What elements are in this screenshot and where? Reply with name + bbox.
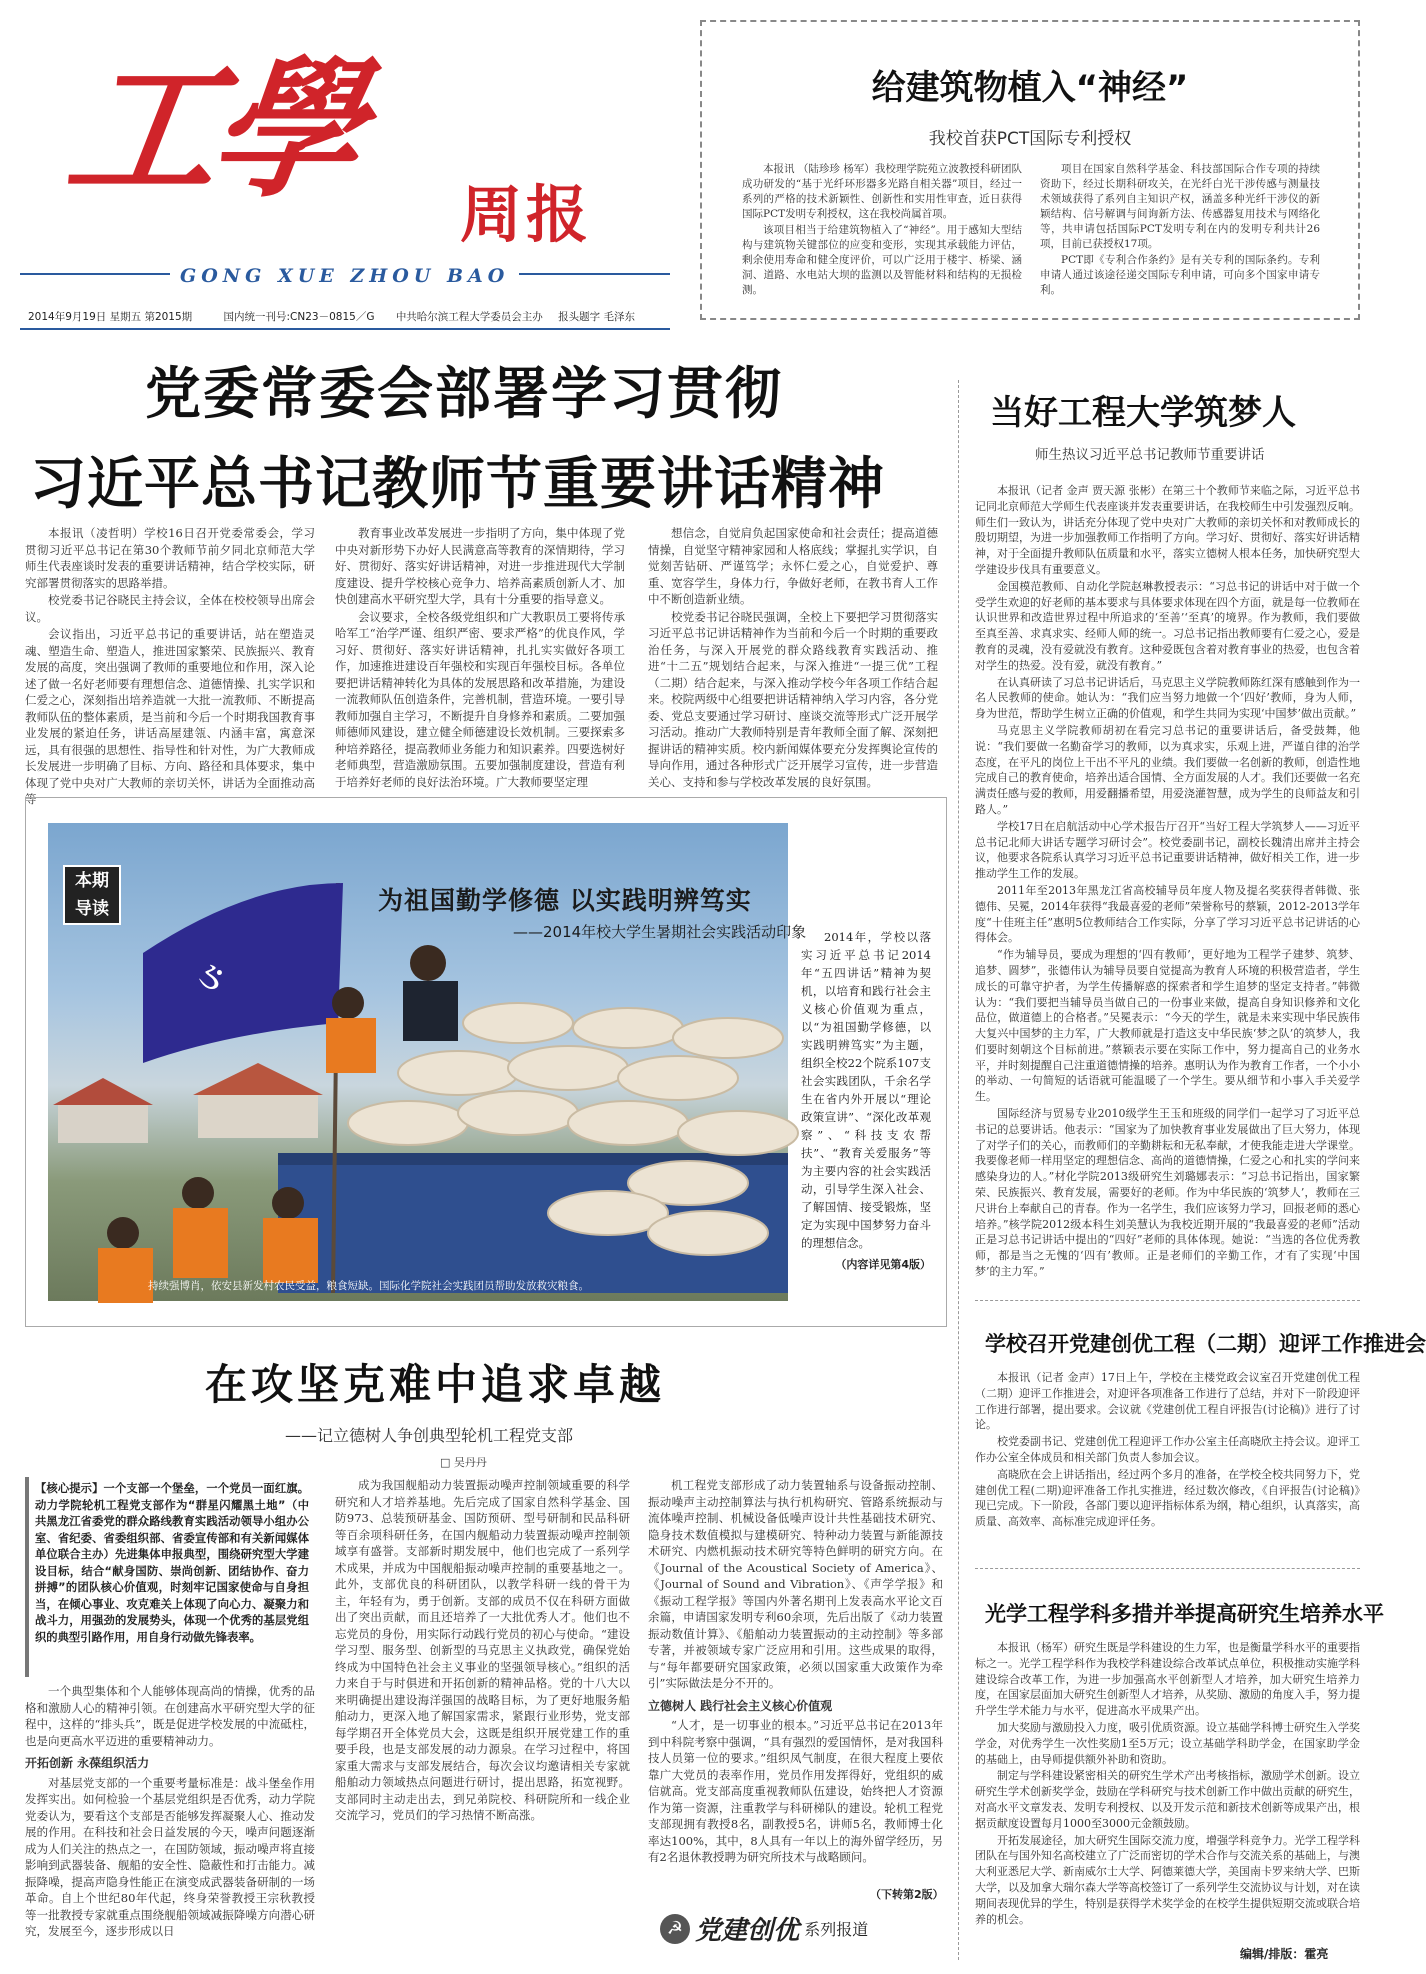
- bottom-left-subtitle: ——记立德树人争创典型轮机工程党支部: [285, 1426, 574, 1445]
- paragraph: 本报讯（记者 金声）17日上午，学校在主楼党政会议室召开党建创优工程（二期）迎评工作推进会，对迎评各项准备工作进行了总结，并对下一阶段迎评工作进行部署，提出要求。会议就《党建创优工程自评报告(讨论稿)》进行了讨论。: [975, 1371, 1360, 1432]
- bottom-left-col1: [25, 1683, 315, 1963]
- continued-note: （下转第2版）: [870, 1888, 944, 1901]
- feature-badge-bottom: 导读: [75, 899, 109, 919]
- paragraph: 项目在国家自然科学基金、科技部国际合作专项的持续资助下，经过长期科研攻关，在光纤白光干涉传感与测量技术领域获得了系列自主知识产权，涵盖多种光纤干涉仪的新颖结构、信号解调与间询新方法、传感器复用技术与网络化等，共申请包括国际PCT发明专利在内的发明专利共计26项，目前已获授权17项。: [1040, 163, 1320, 250]
- masthead-rule-bottom: [20, 328, 670, 330]
- feature-photo: [48, 823, 807, 1301]
- right-col-title: 当好工程大学筑梦人: [990, 393, 1296, 433]
- lead-col2: [335, 525, 625, 790]
- calligraphy-credit: 报头题字 毛泽东: [558, 311, 635, 323]
- bottom-left-col3: [648, 1477, 943, 1882]
- column-separator: [958, 380, 959, 1960]
- party-emblem-icon: ☭: [660, 1914, 690, 1944]
- series-label: [660, 1910, 868, 1947]
- paragraph: 教育事业改革发展进一步指明了方向，集中体现了党中央对新形势下办好人民满意高等教育的深情期待，学习好、贯彻好、落实好讲话精神，对进一步推进现代大学制度建设、提升学校核心竞争力、培养高素质创新人才、加快创建高水平研究型大学，具有十分重要的指导意义。: [335, 526, 625, 606]
- paragraph: 金国模范教师、自动化学院赵琳教授表示：“习总书记的讲话中对于做一个受学生欢迎的好老师的基本要求与具体要求体现在四个方面，就是每一位教师在认识世界和改造世界过程中所追求的‘至善’‘至真’的境界。作为教师，我们要做至真至善、求真求实、经师人师的统一。习总书记指出教师要有仁爱之心，爱是教育的灵魂，没有爱就没有教育。这种爱既包含着对教育事业的热爱，也包含着对学生的热爱。没有爱，就没有教育。”: [975, 579, 1360, 672]
- masthead-pinyin: GONG XUE ZHOU BAO: [170, 265, 519, 287]
- editor-credit: 编辑/排版：霍亮: [1240, 1947, 1329, 1961]
- bottom-left-author: □ 吴丹丹: [440, 1456, 487, 1469]
- section-title-2: 立德树人 践行社会主义核心价值观: [648, 1698, 833, 1713]
- paragraph: 本报讯（记者 金声 贾天源 张彬）在第三十个教师节来临之际，习近平总书记同北京师范大学师生代表座谈并发表重要讲话，在我校师生中引发强烈反响。师生们一致认为，讲话充分体现了党中央对广大教师的亲切关怀和对教师成长的殷切期望，为进一步加强教师工作指明了方向。学习好、贯彻好、落实好讲话精神，对于全面提升教师队伍质量和水平，落实立德树人根本任务，加快研究型大学建设步伐具有重要意义。: [975, 484, 1360, 576]
- paragraph: 校党委书记谷晓民主持会议，全体在校校领导出席会议。: [25, 593, 315, 624]
- masthead-logo: 工學: [57, 42, 367, 218]
- section-title-1: 开拓创新 永葆组织活力: [25, 1756, 150, 1770]
- paragraph: 该项目相当于给建筑物植入了“神经”。用于感知大型结构与建筑物关键部位的应变和变形，实现其承载能力评估，剩余使用寿命和健全度评价，可以广泛用于楼宇、桥梁、涵洞、道路、水电站大坝的监测以及智能材料和结构的无损检测。: [742, 224, 1022, 296]
- paragraph: PCT即《专利合作条约》是有关专利的国际条约。专利申请人通过该途径递交国际专利申请，可向多个国家申请专利。: [1040, 254, 1320, 296]
- feature-caption: 持续强博肖，依安县新发村农民受益，粮食短缺。国际化学院社会实践团员帮助发放救灾粮食。: [148, 1280, 589, 1292]
- feature-flag-text: ઙ: [198, 953, 224, 999]
- top-right-title: 给建筑物植入“神经”: [871, 68, 1189, 108]
- right-col-subtitle: 师生热议习近平总书记教师节重要讲话: [1035, 447, 1265, 463]
- paragraph: 马克思主义学院教师胡初在看完习总书记的重要讲话后，备受鼓舞，他说：“我们要做一名勤奋学习的教师，以为真求实，乐观上进，严谨自律的治学态度，在平凡的岗位上干出不平凡的业绩。我们要做一名创新的教师，创造性地完成自己的教育使命，培养出适合国情、全方面发展的人才。我们还要做一名充满责任感与爱的教师，用爱翻播希望，用爱浇灌智慧，成为学生的良师益友和引路人。”: [975, 723, 1360, 816]
- paragraph: 加大奖励与激励投入力度，吸引优质资源。设立基础学科博士研究生入学奖学金，对优秀学生一次性奖励1至5万元；设立基础学科助学金，在国家助学金的基础上，由导师提供额外补助和资助。: [975, 1720, 1360, 1766]
- paragraph: 想信念，自觉肩负起国家使命和社会责任；提高道德情操，自觉坚守精神家园和人格底线；掌握扎实学识，自觉刻苦钻研、严谨笃学；永怀仁爱之心，自觉爱护、尊重、宽容学生，身体力行，争做好老师，在教书育人工作中不断创造新业绩。: [648, 526, 938, 606]
- paragraph: 一个典型集体和个人能够体现高尚的情操，优秀的品格和激励人心的精神引领。在创建高水平研究型大学的征程中，这样的“排头兵”，既是促进学校发展的中流砥柱，也是向更高水平迈进的重要精神动力。: [25, 1684, 315, 1748]
- feature-body: [801, 928, 931, 1274]
- right-bottom1-divider: [975, 1300, 1360, 1301]
- issue-date: 2014年9月19日 星期五 第2015期: [28, 311, 193, 323]
- paragraph: 高晓欣在会上讲话指出，经过两个多月的准备，在学校全校共同努力下，党建创优工程(二期)迎评准备工作扎实推进，经过数次修改，《自评报告(讨论稿)》现已完成。下一阶段，各部门要以迎评指标体系为纲，精心组织，认真落实，高质量、高效率、高标准完成迎评任务。: [975, 1467, 1360, 1529]
- masthead: [20, 30, 690, 330]
- paragraph: 机工程党支部形成了动力装置轴系与设备振动控制、振动噪声主动控制算法与执行机构研究、管路系统振动与流体噪声控制、机械设备低噪声设计共性基础技术研究、隐身技术数值模拟与建模研究、特种动力装置与新能源技术研究、内燃机振动技术研究等特色鲜明的研究方向。在《Journal of the Acoustical Society of America》、《Journal of Sound and Vibration》、《声学学报》和《振动工程学报》等国内外著名期刊上发表高水平论文百余篇，申请国家发明专利60余项，先后出版了《动力装置振动数值计算》、《船舶动力装置振动的主动控制》等多部专著，并被领域专家广泛应用和引用。这些成果的取得，与“每年都要研究国家政策，必须以国家重大政策作为牵引”实际做法是分不开的。: [648, 1478, 943, 1690]
- right-bottom1-body: [975, 1370, 1360, 1529]
- paragraph: 本报讯 （陆珍珍 杨军）我校理学院苑立波教授科研团队成功研发的“基于光纤环形器多光路自相关器”项目，经过一系列的严格的技术新颖性、创新性和实用性审查，近日获得国际PCT发明专利授权，这在我校尚属首项。: [742, 163, 1022, 220]
- bottom-left-title: 在攻坚克难中追求卓越: [205, 1360, 666, 1409]
- series-label-suffix: 系列报道: [804, 1920, 869, 1939]
- masthead-info: [28, 309, 635, 324]
- top-right-story: [700, 20, 1360, 320]
- paragraph: 制定与学科建设紧密相关的研究生学术产出考核指标，激励学术创新。设立研究生学术创新奖学金，鼓励在学科研究与技术创新工作中做出贡献的研究生，对高水平文章发表、发明专利授权、以及开发示范和新技术创新等成果产出，根据贡献度设置每月1000至3000元金额鼓励。: [975, 1769, 1360, 1830]
- top-right-body-col2: [1040, 162, 1320, 312]
- key-hint-text: 【核心提示】一个支部一个堡垒，一个党员一面红旗。动力学院轮机工程党支部作为“群星闪耀黑土地”（中共黑龙江省委党的群众路线教育实践活动领导小组办公室、省纪委、省委组织部、省委宣传部和有关新闻媒体单位联合主办）先进集体申报典型，围绕研究型大学建设目标，结合“献身国防、崇尚创新、团结协作、奋力拼搏”的团队核心价值观，时刻牢记国家使命与自身担当，在倾心事业、攻克难关上体现了向心力、凝聚力和战斗力，用强劲的发展势头，体现一个优秀的基层党组织的典型引路作用，用自身行动做先锋表率。: [35, 1482, 309, 1644]
- paragraph: 开拓发展途径，加大研究生国际交流力度，增强学科竞争力。光学工程学科团队在与国外知名高校建立了广泛而密切的学术合作与交流关系的基础上，与澳大利亚悉尼大学、新南威尔士大学、阿德莱德大学，美国南卡罗来纳大学、巴斯大学，以及加拿大瑞尔森大学等高校签订了一系列学生交流协议与计划，对在读期间表现优异的学生，特别是获得学术奖学金的在校学生提供短期交流或联合培养的机会。: [975, 1833, 1360, 1926]
- paragraph: 会议指出，习近平总书记的重要讲话，站在塑造灵魂、塑造生命、塑造人，推进国家繁荣、民族振兴、教育发展的高度，突出强调了教师的重要地位和作用，深入论述了做一名好老师要有理想信念、道德情操、扎实学识和仁爱之心，深刻指出培养造就一大批一流教师、不断提高教师队伍的整体素质，是当前和今后一个时期我国教育事业发展的紧迫任务，讲话高屋建瓴、内涵丰富，寓意深远，具有很强的思想性、指导性和针对性，为广大教师成长发展进一步明确了目标、方向、路径和具体要求，集中体现了党中央对广大教师的亲切关怀，讲话为全面推动高等: [25, 627, 315, 806]
- lead-col3: [648, 525, 938, 790]
- feature-box: [25, 797, 947, 1327]
- lead-title-line2: 习近平总书记教师节重要讲话精神: [30, 452, 885, 517]
- paragraph: “作为辅导员，要成为理想的‘四有教师’，更好地为工程学子建梦、筑梦、追梦、圆梦”，张德伟认为辅导员要自觉提高为教育人环境的积极营造者，学生成长的可靠守护者，为学生传播解惑的探索者和学生追梦的坚定支持者。”韩微认为：“我们要把当辅导员当做自己的一份事业来做，提高自身知识修养和文化品位，做道德上的合格者。”吴冕表示：“今天的学生，就是未来实现中华民族伟大复兴中国梦的主力军，广大教师就是打造这支中华民族‘梦之队’的筑梦人，我们要时刻朝这个目标前进。”蔡颖表示要在实际工作中，努力提高自己的业务水平，并时刻提醒自己注重道德情操的培养。惠明认为作为教育工作者，一个小小的举动、一句简短的话语就可能温暖了一个学生。要从细节和小事入手关爱学生。: [975, 948, 1360, 1104]
- paragraph: 校党委副书记、党建创优工程迎评工作办公室主任高晓欣主持会议。迎评工作办公室全体成员和相关部门负责人参加会议。: [975, 1435, 1360, 1464]
- masthead-subtitle: 周报: [460, 178, 593, 251]
- feature-badge-top: 本期: [75, 871, 109, 891]
- paragraph: “人才，是一切事业的根本。”习近平总书记在2013年到中科院考察中强调，“具有强烈的爱国情怀，是对我国科技人员第一位的要求。”组织凤气制度，在很大程度上要依靠广大党员的表率作用，党员作用发挥得好，党组织的威信就高。党支部高度重视教师队伍建设，始终把人才资源作为第一资源，注重教学与科研梯队的建设。轮机工程党支部现拥有教授8名，副教授5名，讲师5名，教师博士化率达100%，其中，8人具有一年以上的海外留学经历，另有2名退休教授聘为研究所技术与战略顾问。: [648, 1718, 943, 1864]
- paragraph: 本报讯（杨军）研究生既是学科建设的生力军，也是衡量学科水平的重要指标之一。光学工程学科作为我校学科建设综合改革试点单位，积极推动实施学科建设综合改革工作，为进一步加强高水平创新型人才培养，加大研究生培养力度，在国家层面加大研究生创新型人才培养，从奖励、激励的角度入手，努力提升学生学术能力与水平，促进高水平成果产出。: [975, 1641, 1360, 1718]
- feature-badge: [63, 865, 121, 925]
- paragraph: 成为我国舰船动力装置振动噪声控制领域重要的科学研究和人才培养基地。先后完成了国家自然科学基金、国防973、总装预研基金、国防预研、型号研制和民品科研等百余项科研任务，在国内舰船动力装置振动噪声控制领域享有盛誉。支部新时期发展中，他们也完成了一系列学术成果，并成为中国舰船振动噪声控制的重要基地之一。此外，支部优良的科研团队，以教学科研一线的骨干为主，年轻有为，勇于创新。支部的成员不仅在科研方面做出了突出贡献，而且还培养了一大批优秀人才。他们也不忘党员的身份，用实际行动践行党员的初心与使命。“建设学习型、服务型、创新型的马克思主义执政党，确保党始终成为中国特色社会主义事业的坚强领导核心。”组织的活力来自于与时俱进和开拓创新的精神品格。党的十八大以来明确提出建设海洋强国的战略目标，为了更好地服务船舶动力，更深入地了解国家需求，紧跟行业形势，党支部每学期召开全体党员大会，这既是组织开展党建工作的重要手段，也是支部发展的动力源泉。在学习过程中，将国家重大需求与支部发展结合，每次会议均邀请相关专家就船舶动力领域热点问题进行研讨，提出思路，拓宽视野。支部同时主动走出去，到兄弟院校、科研院所和一线企业交流学习，党员们的学习热情不断高涨。: [335, 1478, 630, 1822]
- paragraph: 2014年，学校以落实习近平总书记2014年“五四讲话”精神为契机，以培育和践行社会主义核心价值观为重点，以“为祖国勤学修德，以实践明辨笃实”为主题，组织全校22个院系107支社会实践团队，千余名学生在省内外开展以“理论政策宣讲”、“深化改革观察”、“科技支农帮扶”、“教育关爱服务”等为主要内容的社会实践活动，引导学生深入社会、了解国情、接受锻炼，坚定为实现中国梦努力奋斗的理想信念。: [801, 930, 931, 1250]
- paragraph: 2011年至2013年黑龙江省高校辅导员年度人物及提名奖获得者韩微、张德伟、吴冕，2014年获得“我最喜爱的老师”荣誉称号的蔡颖，2012-2013学年度“十佳班主任”惠明5位教师结合工作实际，分享了学习习近平总书记讲话的心得体会。: [975, 883, 1360, 945]
- right-bottom2-divider: [975, 1568, 1360, 1569]
- paragraph: 对基层党支部的一个重要考量标准是：战斗堡垒作用发挥实出。如何检验一个基层党组织是否优秀，动力学院党委认为，要看这个支部是否能够发挥凝聚人心、推动发展的作用。在科技和社会日益发展的今天，噪声问题逐渐成为人们关注的热点之一，在国防领域，振动噪声将直接影响到武器装备、舰船的安全性、隐蔽性和打击能力。减振降噪，提高声隐身性能正在演变成武器装备研制的一场革命。自上个世纪80年代起，终身荣誉教授王宗秋教授等一批教授专家就重点围绕舰船领域减振降噪方向潜心研究，发展至今，逐步形成以日: [25, 1775, 315, 1938]
- key-hint-box: [25, 1477, 315, 1677]
- top-right-subtitle: 我校首获PCT国际专利授权: [928, 129, 1132, 149]
- feature-title: 为祖国勤学修德 以实践明辨笃实: [378, 886, 752, 915]
- feature-subtitle: ——2014年校大学生暑期社会实践活动印象: [513, 923, 807, 941]
- right-col-body: [975, 483, 1360, 1281]
- top-right-body-col1: [742, 162, 1022, 312]
- paragraph: 会议要求，全校各级党组织和广大教职员工要将传承哈军工“治学严谨、组织严密、要求严格”的优良作风，学习好、贯彻好、落实好讲话精神，扎扎实实做好各项工作，加速推进建设百年强校和实现百年强校目标。各单位要把讲话精神转化为具体的发展思路和改革措施，为建设一流教师队伍创造条件，完善机制，营造环境。一要引导教师加强自主学习，不断提升自身修养和素质。二要加强师德师风建设，建立健全师德建设长效机制。三要探索多种培养路径，提高教师业务能力和知识素养。四要选树好老师典型，营造激励氛围。五要加强制度建设，营造有利于培养好老师的良好法治环境。广大教师要坚定理: [335, 609, 625, 789]
- lead-title-line1: 党委常委会部署学习贯彻: [145, 362, 783, 427]
- series-label-main: 党建创优: [695, 1916, 800, 1946]
- feature-more: （内容详见第4版）: [835, 1258, 931, 1271]
- right-bottom2-body: [975, 1640, 1360, 1938]
- paragraph: 学校17日在启航活动中心学术报告厅召开“当好工程大学筑梦人——习近平总书记北师大讲话专题学习研讨会”。校党委副书记，副校长魏清出席并主持会议，他要求各院系认真学习习近平总书记重要讲话精神，做好相关工作，进一步推动学生工作的发展。: [975, 819, 1360, 881]
- right-bottom2-title: 光学工程学科多措并举提高研究生培养水平: [985, 1602, 1384, 1626]
- cn-number: 国内统一刊号:CN23－0815／G: [223, 311, 375, 323]
- paragraph: 国际经济与贸易专业2010级学生王玉和班级的同学们一起学习了习近平总书记的总要讲话。他表示：“国家为了加快教育事业发展做出了巨大努力，体现了对学子们的关心，而教师们的辛勤耕耘和无私奉献，才使我能走进大学课堂。我要像老师一样用坚定的理想信念、高尚的道德情操，仁爱之心和扎实的学问来感染身边的人。”材化学院2013级研究生刘璐娜表示：“习总书记指出，国家繁荣、民族振兴、教育发展，需要好的老师。作为中华民族的‘筑梦人’，教师在三尺讲台上奉献自己的青春。作为一名学生，我们应该努力学习，回报老师的悉心培养。”核学院2012级本科生刘美慧认为我校近期开展的“我最喜爱的老师”活动正是习总书记讲话中提出的“四好”老师的具体体现。她说：“当选的各位优秀教师，都是当之无愧的‘四有’教师。正是老师们的辛勤工作，才有了实现‘中国梦’的主力军。”: [975, 1107, 1360, 1279]
- publisher: 中共哈尔滨工程大学委员会主办: [395, 311, 543, 323]
- lead-col1: [25, 525, 315, 806]
- paragraph: 在认真研读了习总书记讲话后，马克思主义学院教师陈红深有感触到作为一名人民教师的使命。她认为：“我们应当努力地做一个‘四好’教师，身为人师，身为世范，帮助学生树立正确的价值观，和学生共同为实现‘中国梦’做出贡献。”: [975, 675, 1360, 721]
- right-bottom1-title: 学校召开党建创优工程（二期）迎评工作推进会: [985, 1332, 1426, 1356]
- bottom-left-col2: [335, 1477, 630, 1962]
- paragraph: 校党委书记谷晓民强调，全校上下要把学习贯彻落实习近平总书记讲话精神作为当前和今后一个时期的重要政治任务，与深入开展党的群众路线教育实践活动、推进“十二五”规划结合起来，与深入推进“一提三优”工程（二期）结合起来，与深入推动学校今年各项工作结合起来。校院两级中心组要把讲话精神纳入学习内容，各分党委、党总支要通过学习研讨、座谈交流等形式广泛开展学习活动。推动广大教师特别是青年教师全面了解、深刻把握讲话的精神实质。校内新闻媒体要充分发挥舆论宣传的导向作用，通过各种形式广泛开展学习宣传，进一步营造关心、支持和参与学校改革发展的良好氛围。: [648, 609, 938, 789]
- paragraph: 本报讯（凌哲明）学校16日召开党委常委会，学习贯彻习近平总书记在第30个教师节前夕同北京师范大学师生代表座谈时发表的重要讲话精神，结合学校实际，研究部署贯彻落实的思路举措。: [25, 526, 315, 590]
